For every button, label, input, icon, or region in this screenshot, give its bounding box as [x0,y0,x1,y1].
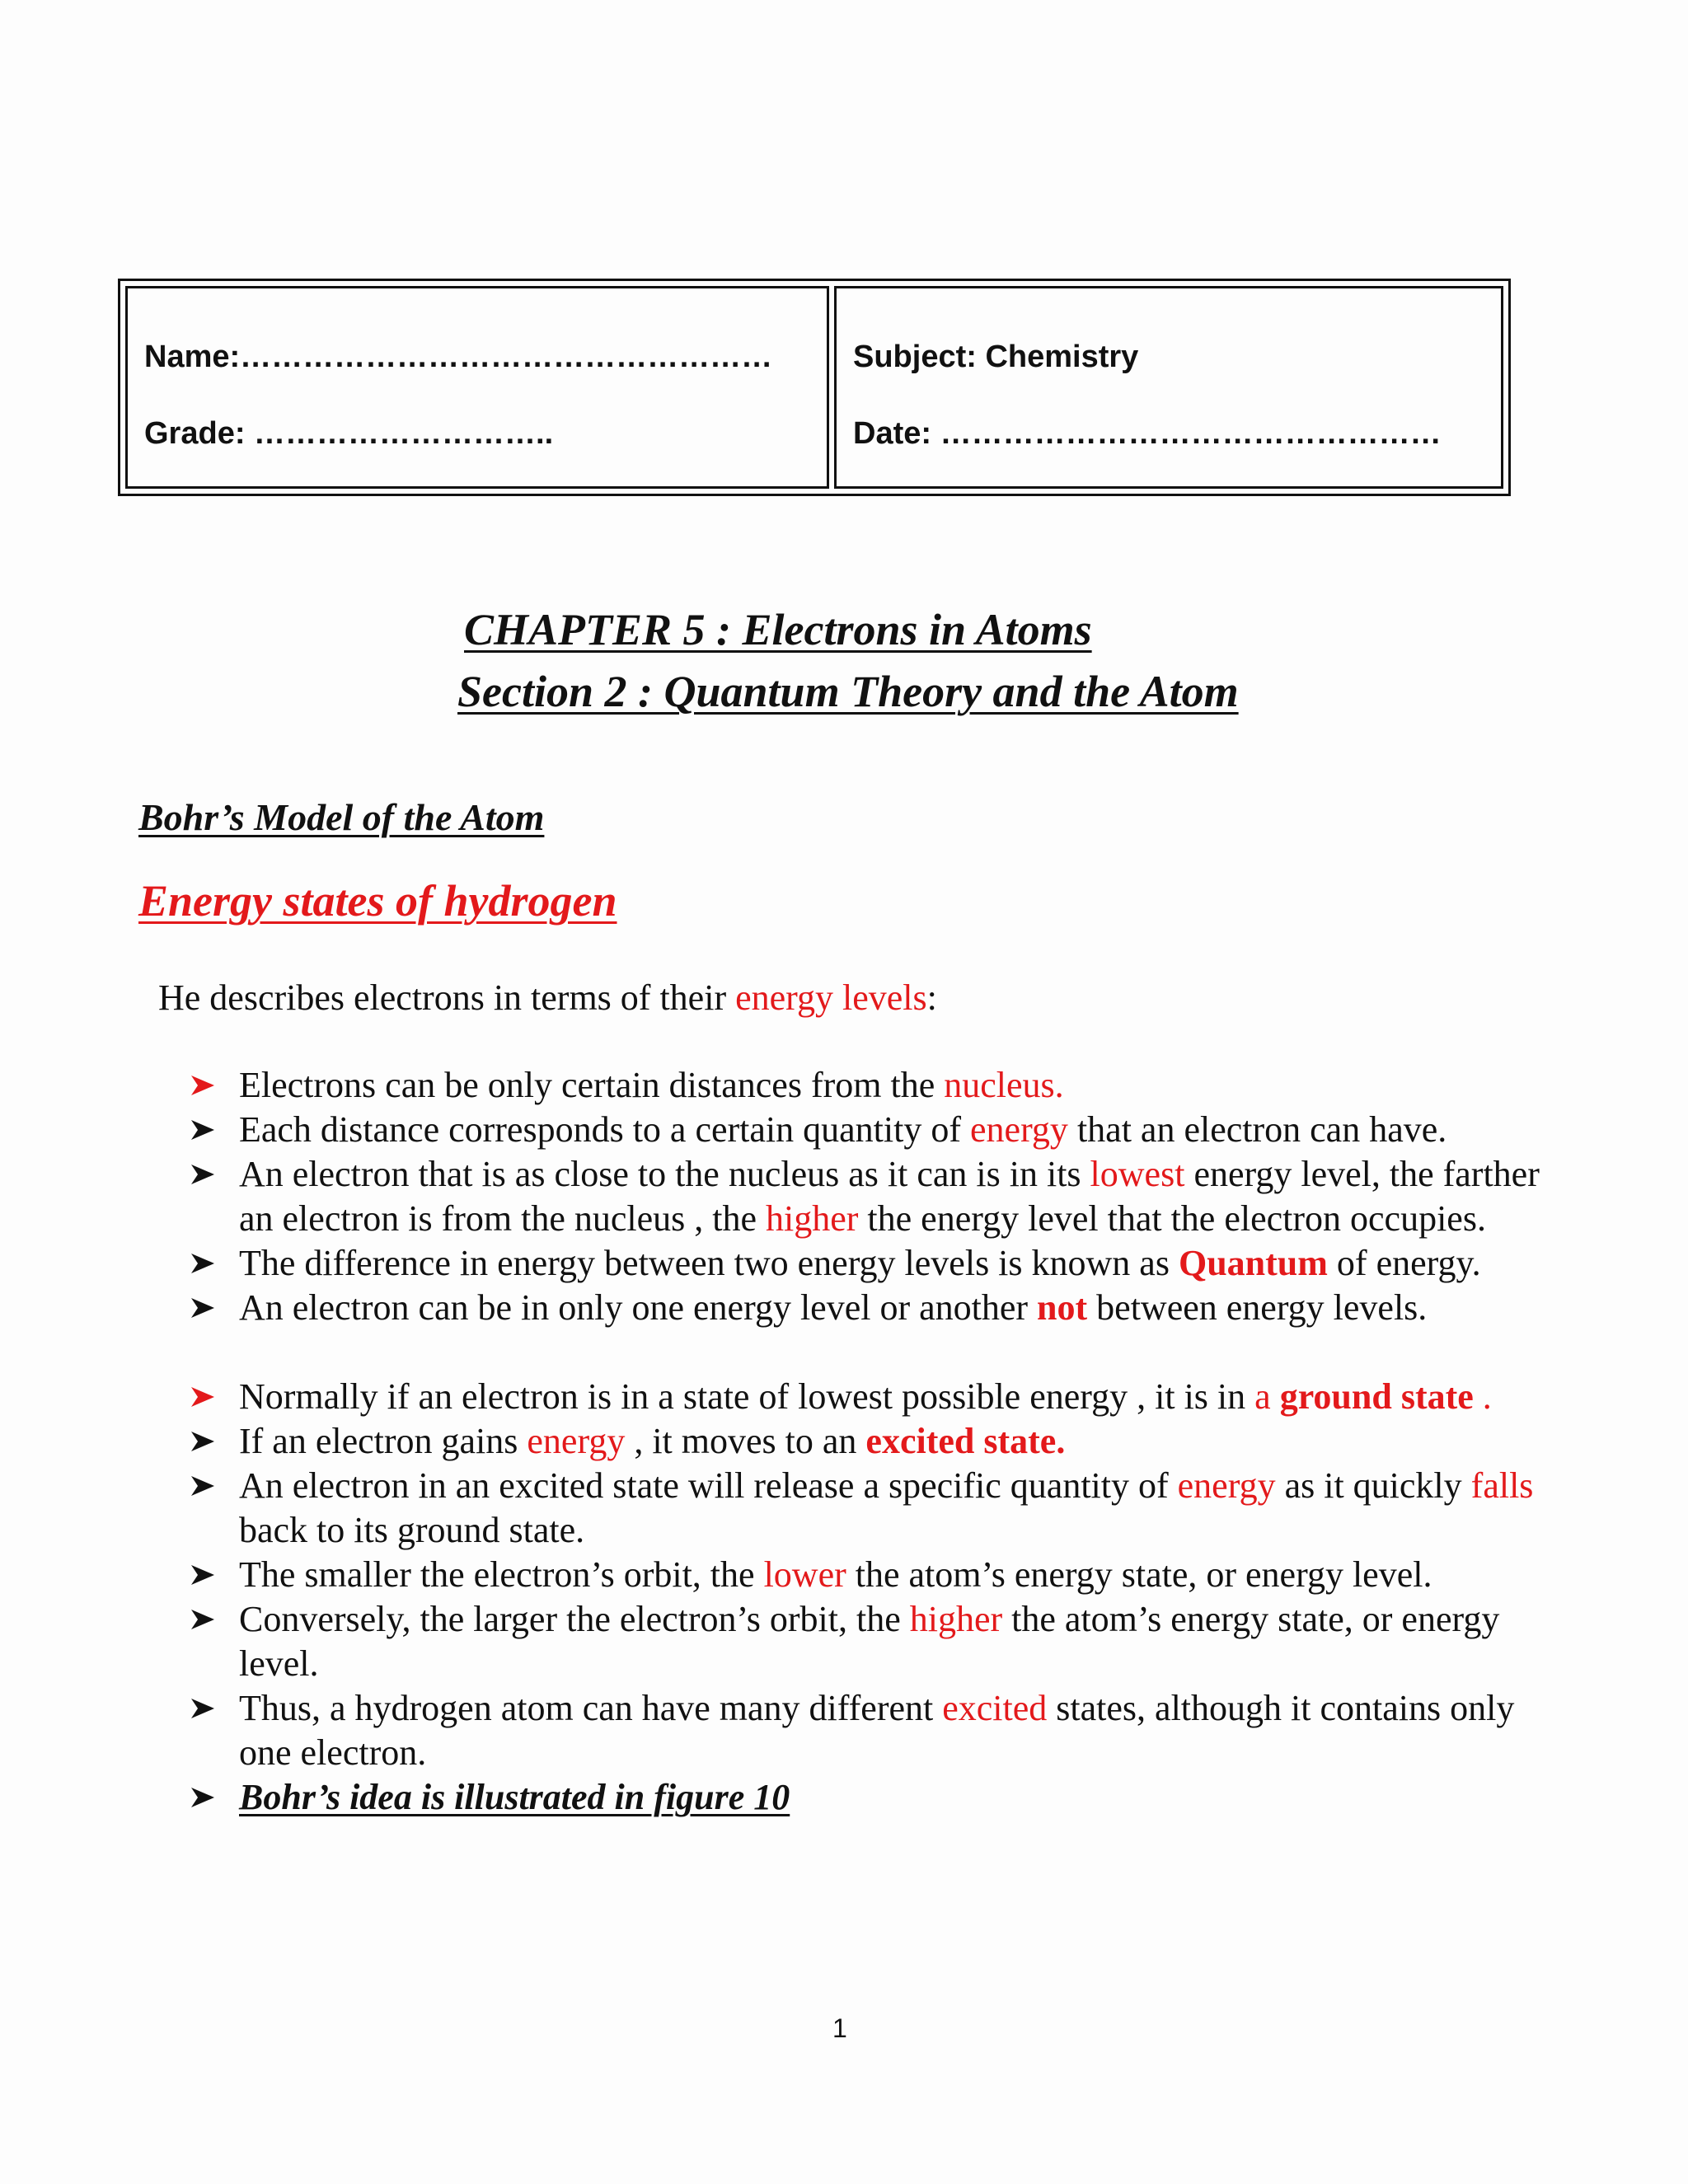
bullet-text: states, although it contains only one electron. [239,1688,1515,1773]
bullet-highlight: lower [763,1554,846,1595]
figure-reference: Bohr’s idea is illustrated in figure 10 [239,1777,790,1817]
bullet-highlight: lowest [1090,1154,1185,1194]
bullet-text: the energy level that the electron occupies. [858,1198,1486,1239]
arrow-bullet-icon [190,1385,216,1408]
bullet-text: Normally if an electron is in a state of lowest possible energy , it is in [239,1376,1255,1417]
bullet-text: that an electron can have. [1067,1109,1447,1150]
bullet-highlight: excited [942,1688,1048,1728]
bullet-text: If an electron gains [239,1421,528,1461]
bullet-highlight: higher [766,1198,859,1239]
arrow-bullet-icon [190,1118,216,1141]
bullet-item [190,1419,1550,1464]
bullet-text: the atom’s energy state, or energy level. [846,1554,1432,1595]
chapter-title: CHAPTER 5 : Electrons in Atoms [464,605,1092,654]
bullet-highlight: ground state [1279,1376,1474,1417]
bullet-highlight: energy [970,1109,1068,1150]
arrow-bullet-icon [190,1608,216,1631]
bullet-item [190,1063,1550,1108]
arrow-bullet-icon [190,1697,216,1720]
bullet-item [190,1286,1550,1330]
name-field: Name:…………………………………………… [144,340,773,374]
arrow-bullet-icon [190,1252,216,1275]
bullet-text: between energy levels. [1087,1287,1428,1328]
bullet-text: Each distance corresponds to a certain quantity of [239,1109,971,1150]
student-info-left-cell [125,286,829,489]
bullet-item [190,1152,1550,1241]
arrow-bullet-icon [190,1786,216,1809]
arrow-bullet-icon [190,1430,216,1453]
bullet-list [190,1063,1550,1820]
bullet-item [190,1597,1550,1686]
section-title: Section 2 : Quantum Theory and the Atom [457,667,1239,716]
bullet-item [190,1686,1550,1775]
bullet-text: of energy. [1327,1243,1481,1283]
bullet-text: Conversely, the larger the electron’s orbit, the [239,1599,910,1639]
student-info-right-cell [834,286,1503,489]
bullet-item [190,1775,1550,1820]
bullet-highlight: Quantum [1178,1243,1328,1283]
subheading: Bohr’s Model of the Atom [138,796,545,838]
bullet-text: back to its ground state. [239,1510,585,1550]
bullet-text: An electron can be in only one energy level or another [239,1287,1038,1328]
intro-highlight: energy levels [735,977,927,1018]
bullet-text: the atom’s energy state, or energy level. [239,1599,1500,1684]
intro-sentence [158,977,937,1019]
bullet-text: energy level, the farther an electron is from the nucleus , the [239,1154,1540,1239]
bullet-text: The difference in energy between two energy levels is known as [239,1243,1179,1283]
arrow-bullet-icon [190,1296,216,1319]
intro-colon: : [926,977,937,1018]
bullet-highlight: energy [527,1421,626,1461]
bullet-highlight: energy [1177,1465,1276,1506]
arrow-bullet-icon [190,1163,216,1186]
bullet-text: , it moves to an [625,1421,866,1461]
bullet-text: Electrons can be only certain distances from the [239,1065,945,1105]
bullet-item [190,1553,1550,1597]
arrow-bullet-icon [190,1563,216,1586]
bullet-highlight: falls [1470,1465,1534,1506]
intro-text: He describes electrons in terms of their [158,977,736,1018]
bullet-highlight: higher [909,1599,1003,1639]
bullet-text: as it quickly [1275,1465,1471,1506]
subject-field: Subject: Chemistry [853,340,1139,374]
date-field: Date: ………………………………………… [853,416,1442,451]
bullet-highlight: . [1473,1376,1492,1417]
arrow-bullet-icon [190,1074,216,1097]
bullet-text: An electron that is as close to the nucleus as it can is in its [239,1154,1090,1194]
arrow-bullet-icon [190,1474,216,1497]
bullet-text: The smaller the electron’s orbit, the [239,1554,764,1595]
bullet-item [190,1375,1550,1419]
bullet-highlight: excited state. [865,1421,1066,1461]
grade-field: Grade: ……………………….. [144,416,554,451]
bullet-highlight: a [1254,1376,1280,1417]
topic-heading: Energy states of hydrogen [138,876,617,926]
bullet-item [190,1464,1550,1553]
bullet-highlight: nucleus. [944,1065,1064,1105]
bullet-item [190,1108,1550,1152]
bullet-text: Thus, a hydrogen atom can have many different [239,1688,943,1728]
bullet-item [190,1241,1550,1286]
bullet-highlight: not [1037,1287,1088,1328]
student-info-box [118,279,1511,496]
page-number: 1 [832,2013,847,2043]
bullet-text: An electron in an excited state will release a specific quantity of [239,1465,1178,1506]
